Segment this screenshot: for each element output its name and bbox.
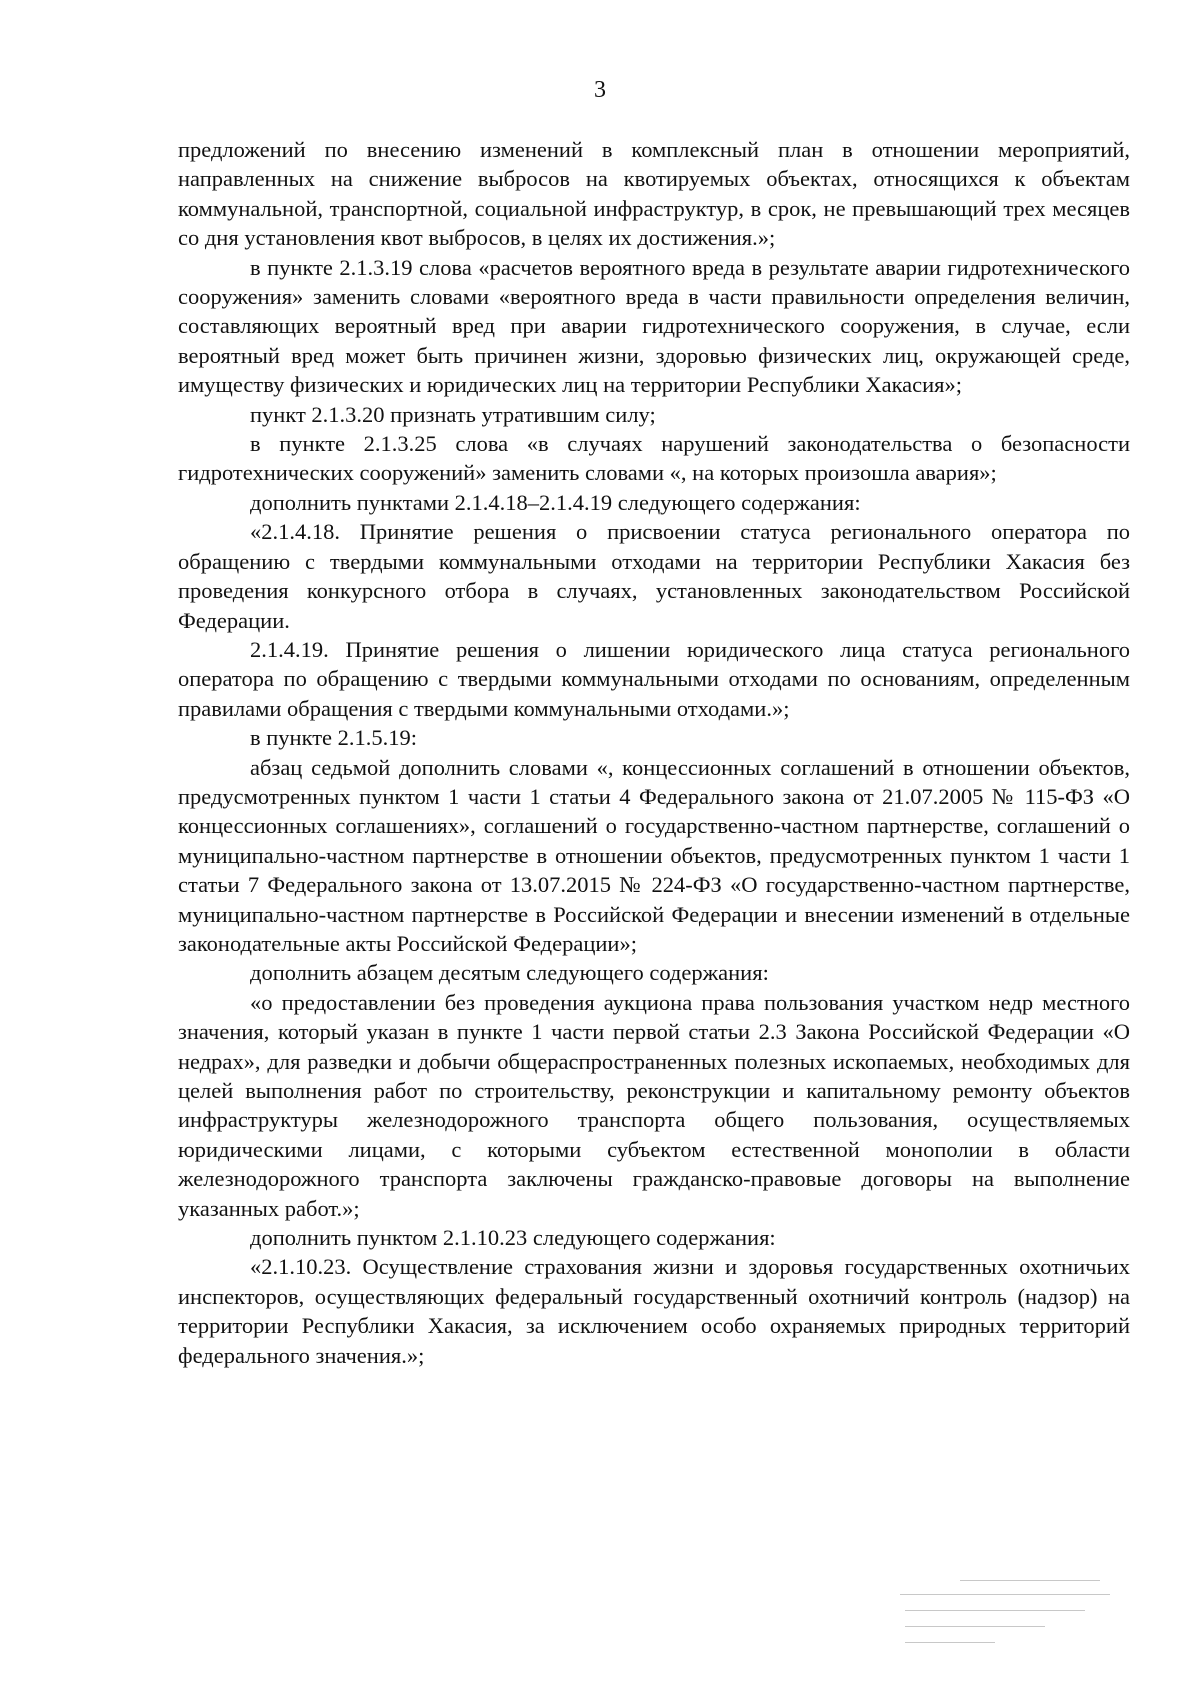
paragraph-add-tenth-abzac: дополнить абзацем десятым следующего содержания: (250, 960, 769, 986)
page-number: 3 (594, 77, 606, 103)
paragraph-2-1-3-25: в пункте 2.1.3.25 слова «в случаях нарушений законодательства о безопасности гидротехнических сооружений» заменить словами «, на которых произошла авария»; (178, 431, 1130, 486)
paragraph-nedra: «о предоставлении без проведения аукциона права пользования участком недр местного значения, который указан в пункте 1 части первой статьи 2.3 Закона Российской Федерации «О недрах», для разведки и добычи общераспространенных полезных ископаемых, необходимых для целей выполнения работ по строительству, реконструкции и капитальному ремонту объектов инфраструктуры железнодорожного транспорта общего пользования, осуществляемых юридическими лицами, с которыми субъектом естественной монополии в области железнодорожного транспорта заключены гражданско-правовые договоры на выполнение указанных работ.»; (178, 989, 1130, 1221)
document-body (178, 135, 1130, 1370)
paragraph-seventh-abzac: абзац седьмой дополнить словами «, концессионных соглашений в отношении объектов, предусмотренных пунктом 1 части 1 статьи 4 Федерального закона от 21.07.2005 № 115-ФЗ «О концессионных соглашениях», соглашений о государственно-частном партнерстве, соглашений о муниципально-частном партнерстве в отношении объектов, предусмотренных пунктом 1 части 1 статьи 7 Федерального закона от 13.07.2015 № 224-ФЗ «О государственно-частном партнерстве, муниципально-частном партнерстве в Российской Федерации и внесении изменений в отдельные законодательные акты Российской Федерации»; (178, 754, 1130, 956)
paragraph-2-1-4-18: «2.1.4.18. Принятие решения о присвоении статуса регионального оператора по обращению с твердыми коммунальными отходами на территории Республики Хакасия без проведения конкурсного отбора в случаях, установленных законодательством Российской Федерации. (178, 519, 1130, 633)
paragraph-2-1-3-19: в пункте 2.1.3.19 слова «расчетов вероятного вреда в результате аварии гидротехнического сооружения» заменить словами «вероятного вреда в части правильности определения величин, составляющих вероятный вред при аварии гидротехнического сооружения, в случае, если вероятный вред может быть причинен жизни, здоровью физических лиц, окружающей среде, имуществу физических и юридических лиц на территории Республики Хакасия»; (178, 254, 1130, 398)
paragraph-add-items: дополнить пунктами 2.1.4.18–2.1.4.19 следующего содержания: (250, 489, 861, 515)
paragraph-2-1-10-23: «2.1.10.23. Осуществление страхования жизни и здоровья государственных охотничьих инспекторов, осуществляющих федеральный государственный охотничий контроль (надзор) на территории Республики Хакасия, за исключением особо охраняемых природных территорий федерального значения.»; (178, 1254, 1130, 1368)
paragraph-add-2-1-10-23: дополнить пунктом 2.1.10.23 следующего содержания: (250, 1225, 776, 1251)
paragraph-2-1-5-19-heading: в пункте 2.1.5.19: (250, 725, 418, 751)
paragraph-continuation: предложений по внесению изменений в комплексный план в отношении мероприятий, направленных на снижение выбросов на квотируемых объектах, относящихся к объектам коммунальной, транспортной, социальной инфраструктур, в срок, не превышающий трех месяцев со дня установления квот выбросов, в целях их достижения.»; (178, 137, 1130, 251)
paragraph-2-1-4-19: 2.1.4.19. Принятие решения о лишении юридического лица статуса регионального оператора по обращению с твердыми коммунальными отходами по основаниям, определенным правилами обращения с твердыми коммунальными отходами.»; (178, 636, 1130, 721)
paragraph-2-1-3-20: пункт 2.1.3.20 признать утратившим силу; (250, 401, 656, 427)
